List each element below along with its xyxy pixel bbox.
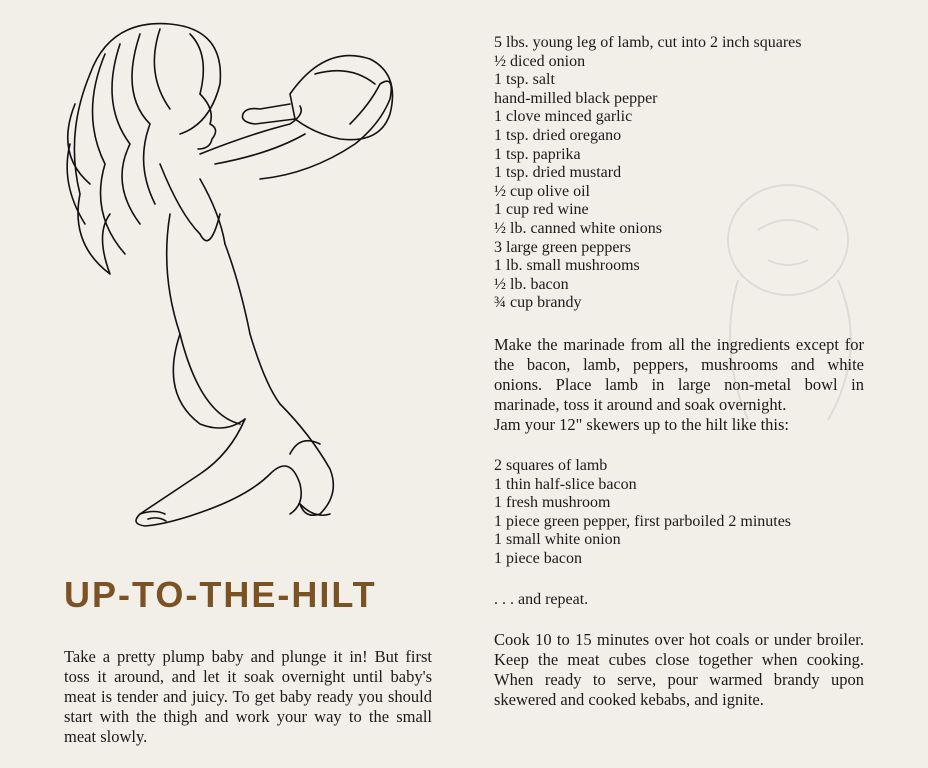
list-item: 1 tsp. dried oregano: [494, 126, 622, 144]
list-item: 1 fresh mushroom: [494, 494, 611, 512]
list-item: 1 piece bacon: [494, 549, 582, 567]
list-item: 1 piece green pepper, first parboiled 2 minutes: [494, 512, 792, 530]
list-item: 1 cup red wine: [494, 201, 589, 219]
list-item: 3 large green peppers: [494, 238, 631, 256]
list-item: ½ cup olive oil: [494, 182, 590, 200]
list-item: ½ lb. canned white onions: [494, 219, 662, 237]
recipe-intro: Take a pretty plump baby and plunge it in! But first toss it around, and let it soak overnight until baby's meat is tender and juicy. To get baby ready you should start with the thigh and work your way to the small meat slowly.: [64, 646, 432, 746]
list-item: hand-milled black pepper: [494, 89, 658, 107]
cooking-instructions: Cook 10 to 15 minutes over hot coals or under broiler. Keep the meat cubes close together when cooking. When ready to serve, pour warmed brandy upon skewered and cooked kebabs, and ignite.: [494, 630, 864, 710]
list-item: 1 small white onion: [494, 531, 621, 549]
list-item: ¾ cup brandy: [494, 294, 582, 312]
list-item: ½ diced onion: [494, 52, 586, 70]
repeat-text: . . . and repeat.: [494, 591, 589, 609]
list-item: 1 clove minced garlic: [494, 108, 633, 126]
list-item: 5 lbs. young leg of lamb, cut into 2 inch squares: [494, 34, 802, 51]
list-item: 1 lb. small mushrooms: [494, 257, 640, 275]
list-item: 1 thin half-slice bacon: [494, 475, 637, 493]
list-item: ½ lb. bacon: [494, 275, 569, 293]
list-item: 1 tsp. dried mustard: [494, 164, 622, 182]
list-item: 1 tsp. paprika: [494, 145, 581, 163]
skewer-layer-list: [494, 457, 864, 569]
list-item: 1 tsp. salt: [494, 71, 555, 89]
method-text: Make the marinade from all the ingredients except for the bacon, lamb, peppers, mushrooms and white onions. Place lamb in large non-metal bowl in marinade, toss it around and soak overnight.: [494, 334, 864, 414]
list-item: 2 squares of lamb: [494, 456, 608, 474]
recipe-column: [494, 34, 864, 710]
recipe-title: UP-TO-THE-HILT: [64, 574, 377, 616]
woman-with-bottle-illustration: [50, 14, 410, 534]
ingredient-list: [494, 34, 864, 313]
skewer-instruction: Jam your 12" skewers up to the hilt like this:: [494, 414, 789, 434]
